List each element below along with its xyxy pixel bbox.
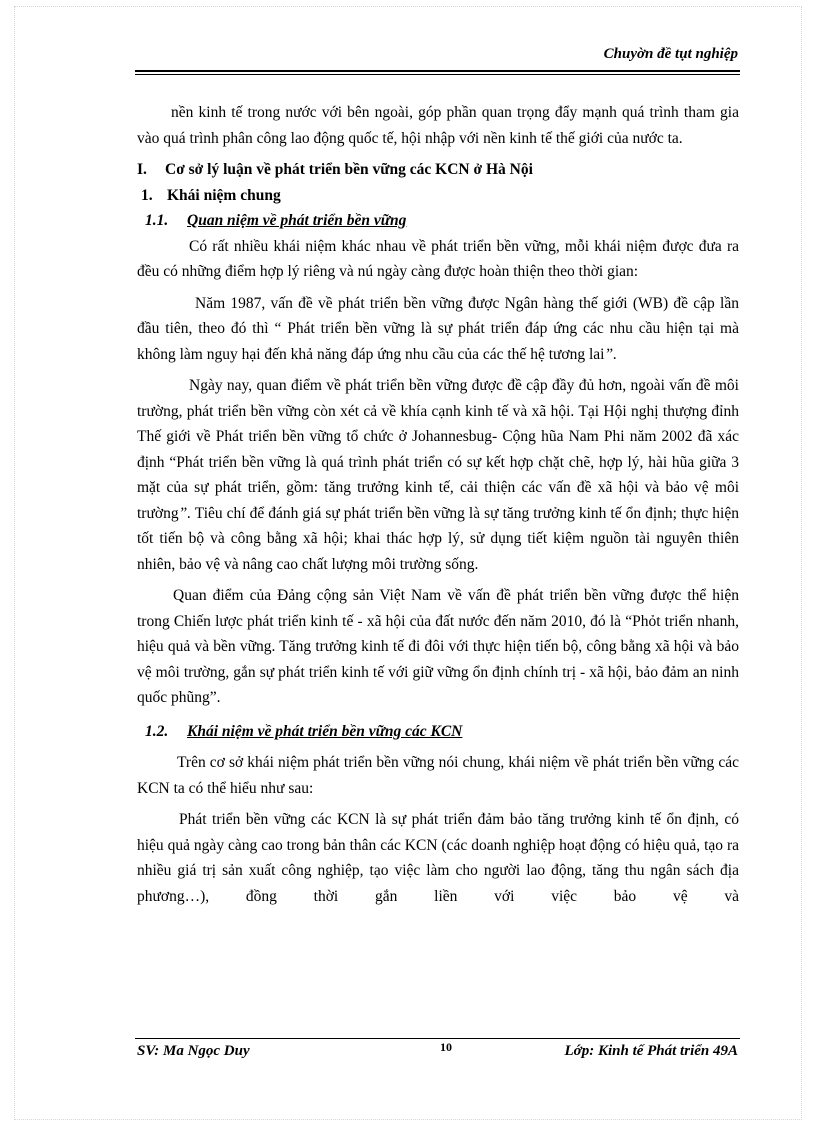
subsubsection-title: Khái niệm về phát triển bền vững các KCN <box>187 722 463 740</box>
subsection-title: Khái niệm chung <box>167 186 281 204</box>
subsubsection-title: Quan niệm về phát triển bền vững <box>187 212 407 229</box>
subsubsection-number: 1.2. <box>145 722 169 740</box>
subsubsection-heading-1-1 <box>137 208 739 234</box>
paragraph-wb-1987 <box>137 291 739 368</box>
subsubsection-number: 1.1. <box>145 212 169 229</box>
wb-quote: Năm 1987, vấn đề về phát triển bền vững được Ngân hàng thế giới (WB) đề cập lần đầu tiên, theo đó thì “ Phát triển bền vững là sự phát triển đáp ứng các nhu cầu hiện tại mà không làm nguy hại đến khả năng đáp ứng nhu cầu của các thế hệ tương lai <box>137 294 739 363</box>
paragraph-party-view: Quan điểm của Đảng cộng sản Việt Nam về vấn đề phát triển bền vững được thể hiện trong Chiến lược phát triển kinh tế - xã hội của đất nước đến năm 2010, đó là “Phỏt triển nhanh, hiệu quả và bền vững. Tăng trưởng kinh tế đi đôi với thực hiện tiến bộ, công bằng xã hội và bảo vệ môi trường, gắn sự phát triển kinh tế với giữ vững ổn định chính trị - xã hội, bảo đảm an ninh quốc phũng”. <box>137 587 739 706</box>
footer-class: Lớp: Kinh tế Phát triển 49A <box>564 1043 738 1059</box>
criteria-text: Tiêu chí để đánh giá sự phát triển bền vững là sự tăng trưởng kinh tế ổn định; thực hiện tốt tiến bộ và công bằng xã hội; khai thác hợp lý, sử dụng tiết kiệm nguồn tài nguyên thiên nhiên, bảo vệ và nâng cao chất lượng môi trường sống. <box>137 504 739 573</box>
header-title: Chuyờn đề tụt nghiệp <box>603 46 738 62</box>
footer-student: SV: Ma Ngọc Duy <box>137 1043 250 1059</box>
paragraph-intro: nền kinh tế trong nước với bên ngoài, góp phần quan trọng đẩy mạnh quá trình tham gia vào quá trình phân công lao động quốc tế, hội nhập với nền kinh tế thế giới của nước ta. <box>137 104 739 147</box>
subsubsection-heading-1-2 <box>137 719 739 745</box>
page-number: 10 <box>440 1040 452 1054</box>
footer-rule <box>135 1038 740 1039</box>
paragraph-basis: Trên cơ sở khái niệm phát triển bền vững nói chung, khái niệm về phát triển bền vững các KCN ta có thể hiểu như sau: <box>137 754 739 797</box>
wb-quote-close: ”. <box>604 345 617 363</box>
paragraph-concepts: Có rất nhiều khái niệm khác nhau về phát triển bền vững, mỗi khái niệm được đưa ra đều có những điểm hợp lý riêng và nú ngày càng được hoàn thiện theo thời gian: <box>137 237 739 280</box>
subsection-heading <box>137 183 739 209</box>
header-rule-thick <box>135 70 740 72</box>
section-title: Cơ sở lý luận về phát triển bền vững các KCN ở Hà Nội <box>165 161 533 178</box>
paragraph-definition: Phát triển bền vững các KCN là sự phát triển đảm bảo tăng trưởng kinh tế ổn định, có hiệu quả ngày càng cao trong bản thân các KCN (các doanh nghiệp hoạt động có hiệu quả, tạo ra nhiều giá trị sản xuất công nghiệp, tạo việc làm cho người lao động, tăng thu ngân sách địa phương…), đồng thời gắn liền với việc bảo vệ và <box>137 811 739 905</box>
header-rule-thin <box>135 74 740 75</box>
subsection-number: 1. <box>141 186 153 204</box>
document-body <box>137 100 739 915</box>
paragraph-johannesburg <box>137 373 739 577</box>
section-heading <box>137 157 739 183</box>
section-number: I. <box>137 161 147 178</box>
johannesburg-text: Ngày nay, quan điểm về phát triển bền vững được đề cập đầy đủ hơn, ngoài vấn đề môi trường, phát triển bền vững còn xét cả về khía cạnh kinh tế và xã hội. Tại Hội nghị thượng đỉnh Thế giới về Phát triển bền vững tổ chức ở Johannesbug- Cộng hũa Nam Phi năm 2002 đã xác định “Phát triển bền vững là quá trình phát triển có sự kết hợp chặt chẽ, hợp lý, hài hũa giữa 3 mặt của sự phát triển, gồm: tăng trưởng kinh tế, cải thiện các vấn đề xã hội và bảo vệ môi trường <box>137 377 739 522</box>
johannesburg-quote-close: ”. <box>178 504 192 522</box>
